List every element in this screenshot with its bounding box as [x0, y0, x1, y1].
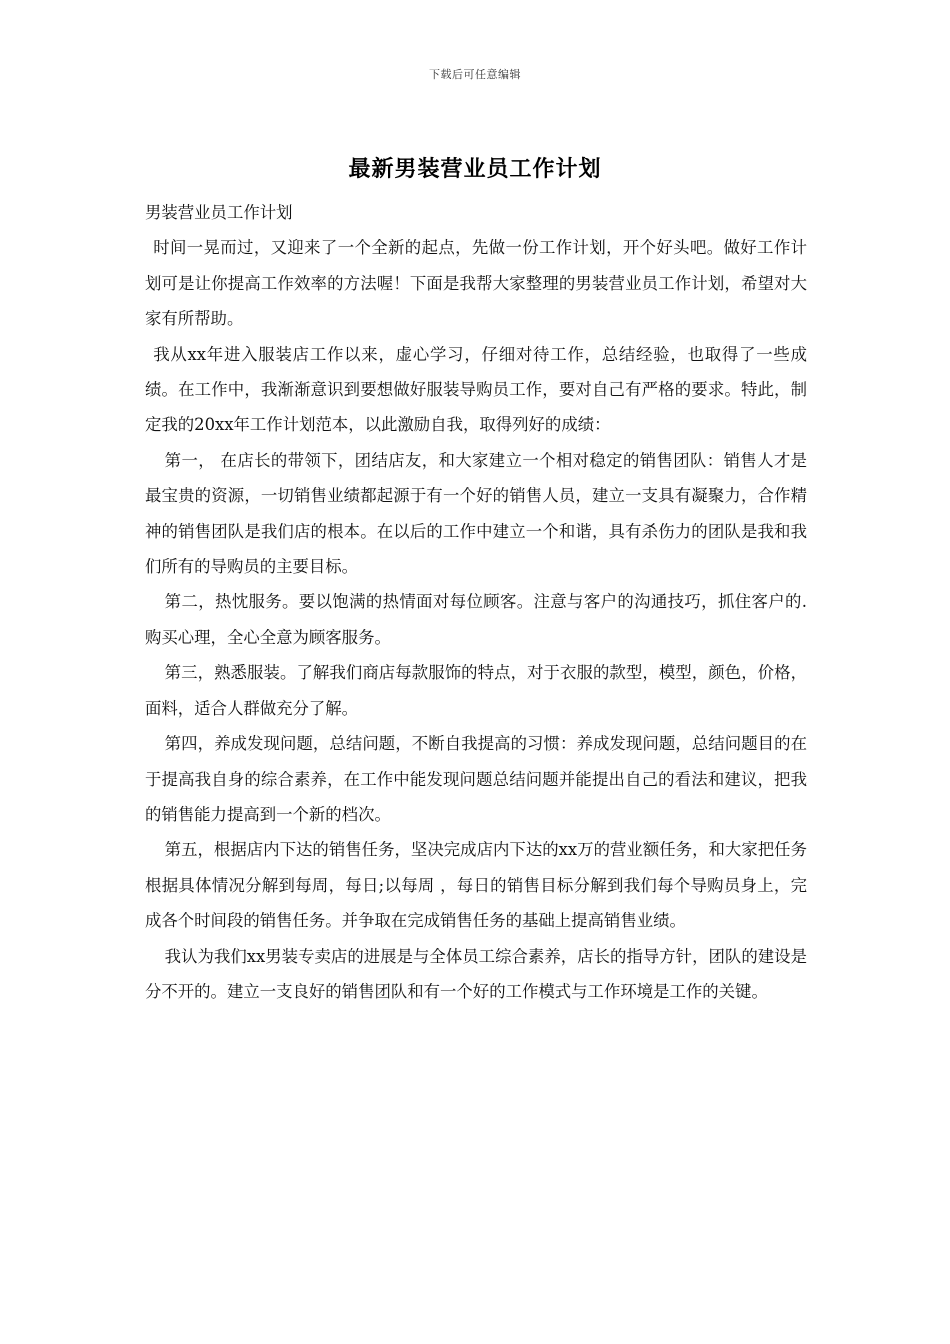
paragraph-item-2: 第二，热忱服务。要以饱满的热情面对每位顾客。注意与客户的沟通技巧，抓住客户的.购买心理，全心全意为顾客服务。	[145, 592, 807, 647]
paragraph-conclusion: 我认为我们xx男装专卖店的进展是与全体员工综合素养，店长的指导方针，团队的建设是分不开的。建立一支良好的销售团队和有一个好的工作模式与工作环境是工作的关键。	[145, 946, 807, 1001]
document-title: 最新男装营业员工作计划	[348, 156, 602, 182]
document-body	[145, 195, 807, 1009]
paragraph-background: 我从xx年进入服装店工作以来，虚心学习，仔细对待工作，总结经验，也取得了一些成绩。在工作中，我渐渐意识到要想做好服装导购员工作，要对自己有严格的要求。特此，制定我的20xx年工作计划范本，以此激励自我，取得列好的成绩：	[145, 344, 807, 435]
paragraph-item-3: 第三，熟悉服装。了解我们商店每款服饰的特点，对于衣服的款型，模型，颜色，价格，面料，适合人群做充分了解。	[145, 663, 807, 718]
paragraph-item-4: 第四，养成发现问题，总结问题，不断自我提高的习惯：养成发现问题，总结问题目的在于提高我自身的综合素养，在工作中能发现问题总结问题并能提出自己的看法和建议，把我的销售能力提高到一个新的档次。	[145, 734, 807, 824]
document-subtitle: 男装营业员工作计划	[145, 203, 293, 222]
paragraph-item-1: 第一， 在店长的带领下，团结店友，和大家建立一个相对稳定的销售团队：销售人才是最宝贵的资源，一切销售业绩都起源于有一个好的销售人员，建立一支具有凝聚力，合作精神的销售团队是我们店的根本。在以后的工作中建立一个和谐，具有杀伤力的团队是我和我们所有的导购员的主要目标。	[145, 450, 807, 577]
paragraph-intro: 时间一晃而过，又迎来了一个全新的起点，先做一份工作计划，开个好头吧。做好工作计划可是让你提高工作效率的方法喔！下面是我帮大家整理的男装营业员工作计划，希望对大家有所帮助。	[145, 238, 807, 329]
header-note: 下载后可任意编辑	[429, 68, 521, 81]
paragraph-item-5: 第五，根据店内下达的销售任务，坚决完成店内下达的xx万的营业额任务，和大家把任务根据具体情况分解到每周，每日;以每周 ，每日的销售目标分解到我们每个导购员身上，完成各个时间段的销售任务。并争取在完成销售任务的基础上提高销售业绩。	[145, 840, 807, 931]
